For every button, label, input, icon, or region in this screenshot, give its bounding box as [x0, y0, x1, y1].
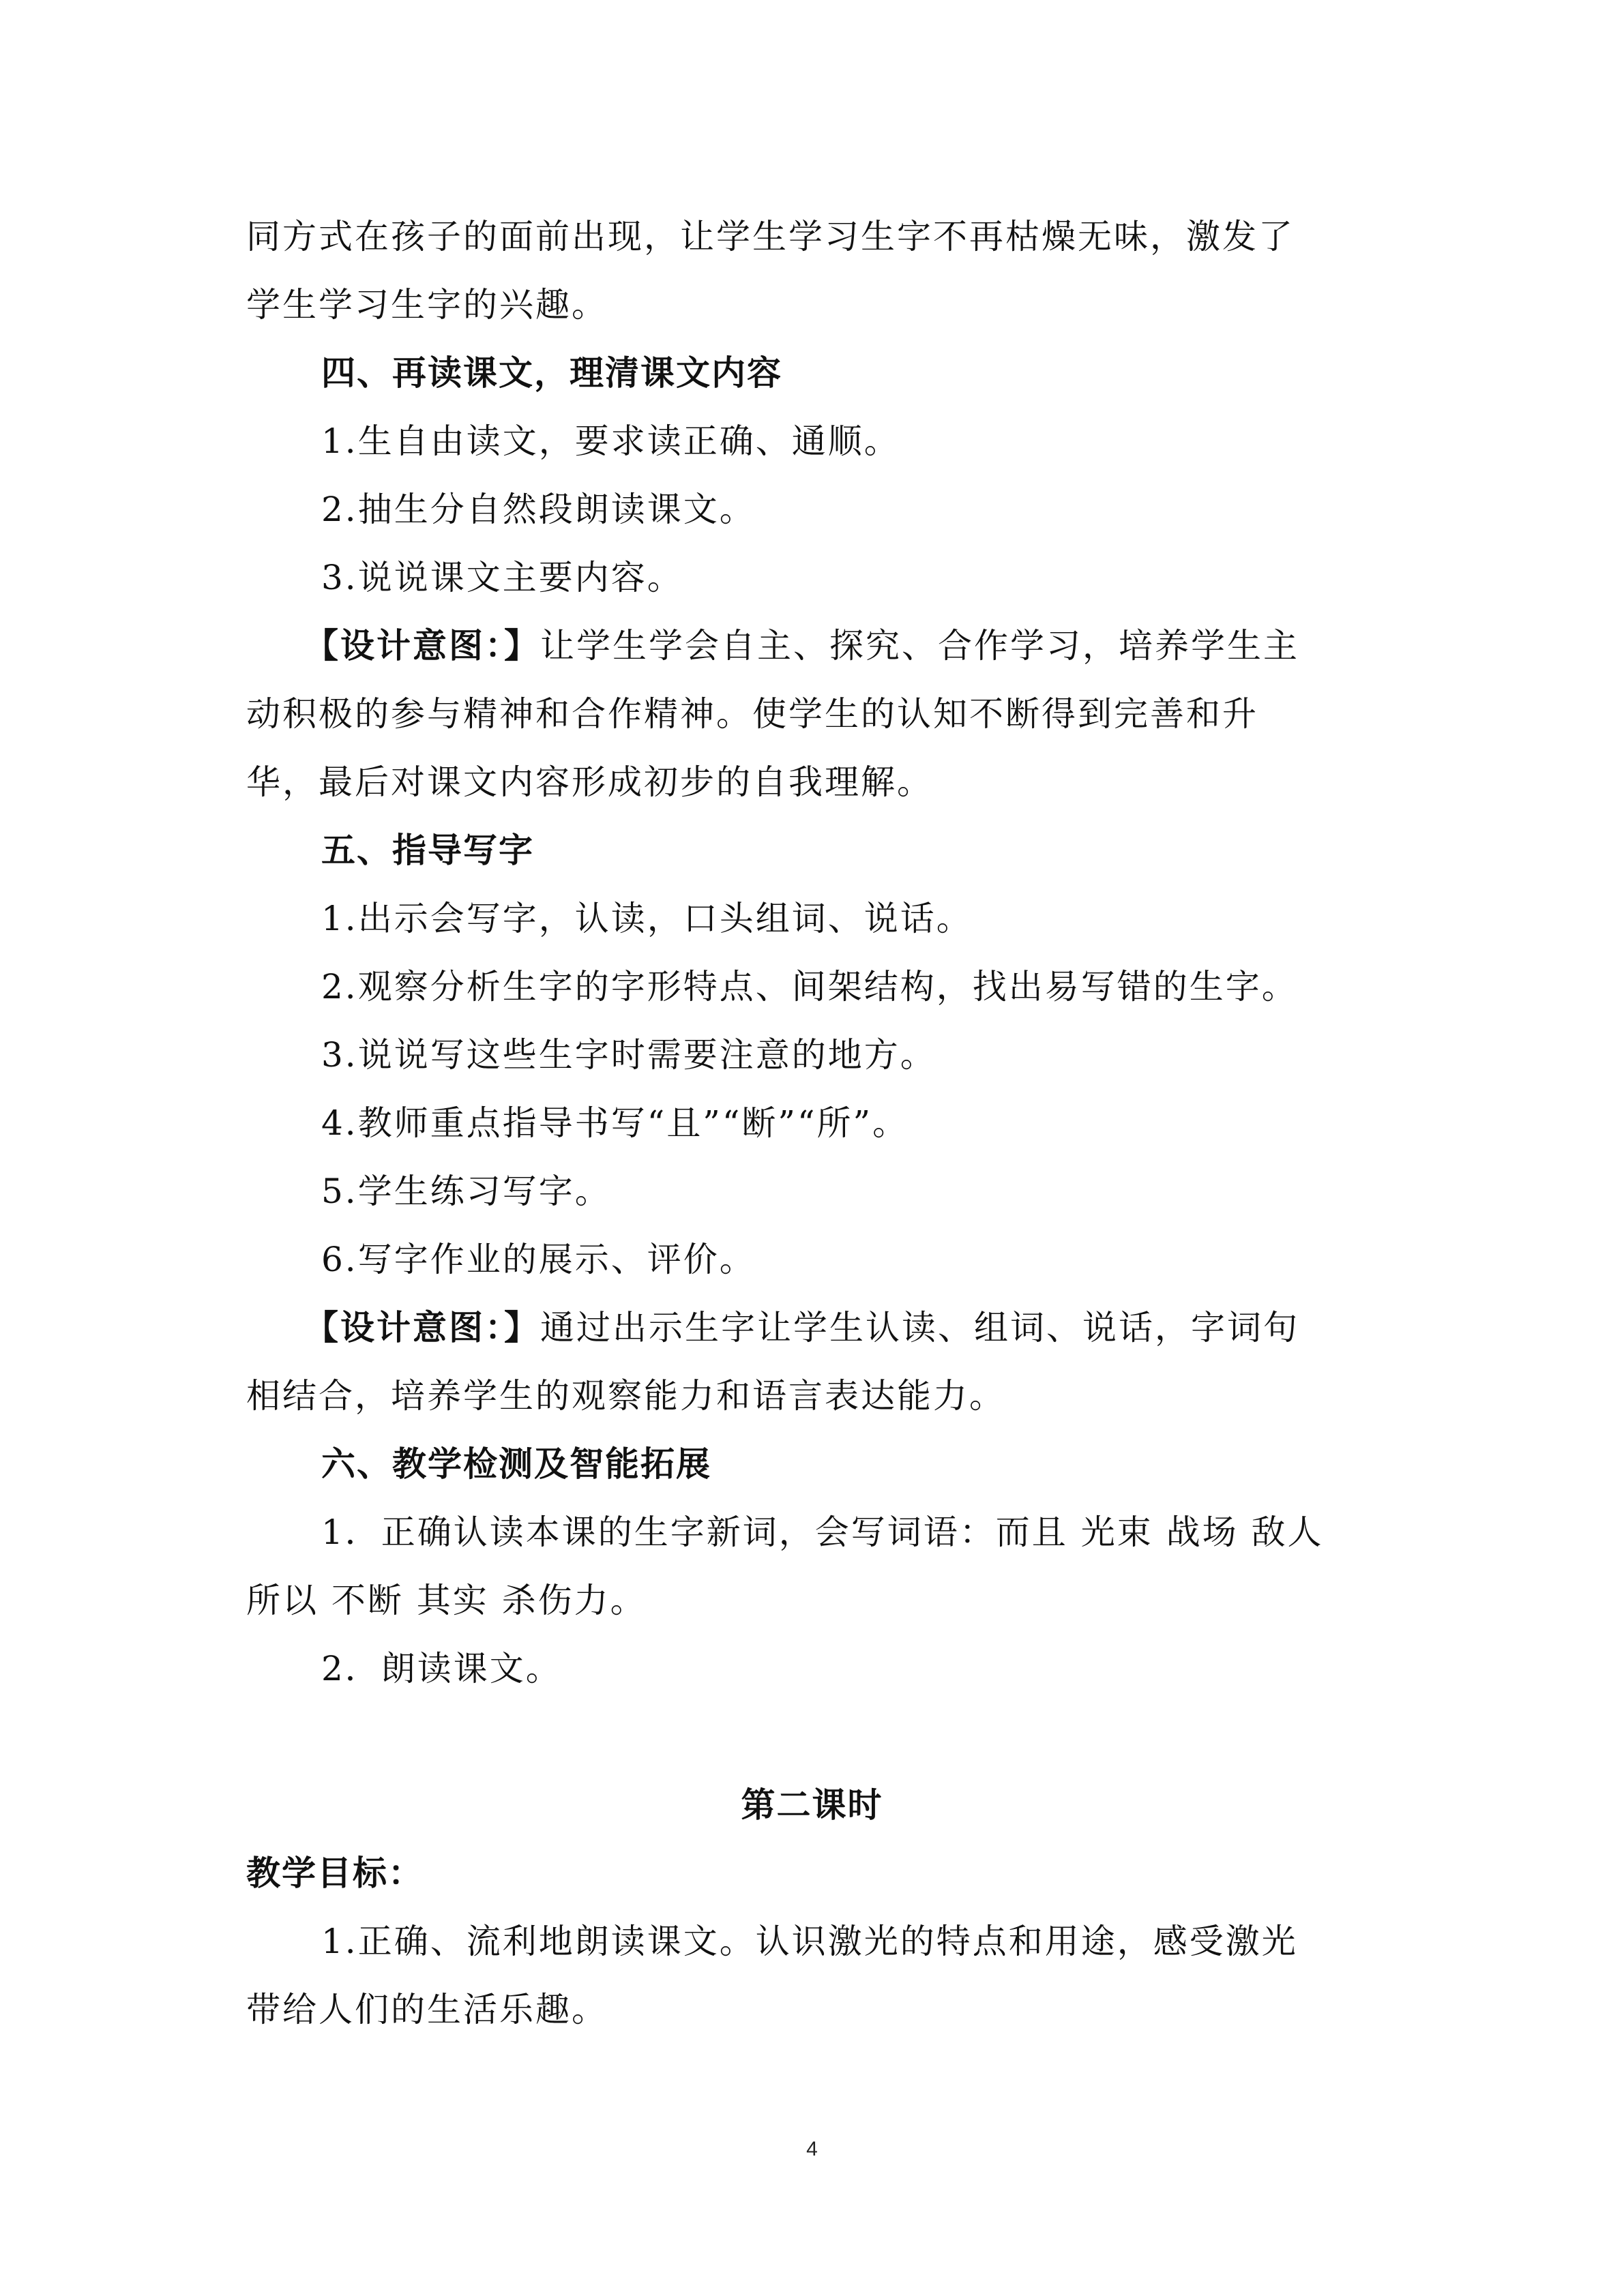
section-heading-5: 五、指导写字: [321, 831, 534, 870]
lesson-title: 第二课时: [741, 1785, 883, 1825]
list-item: 3.说说课文主要内容。: [321, 558, 683, 597]
paragraph-line: 相结合，培养学生的观察能力和语言表达能力。: [246, 1376, 1005, 1416]
section-heading-6: 六、教学检测及智能拓展: [321, 1444, 711, 1484]
paragraph-line: 学生学习生字的兴趣。: [246, 285, 608, 325]
list-item: 2.观察分析生字的字形特点、间架结构，找出易写错的生字。: [321, 967, 1298, 1007]
design-intent-text: 让学生学会自主、探究、合作学习，培养学生主: [540, 626, 1299, 666]
paragraph-line: 动积极的参与精神和合作精神。使学生的认知不断得到完善和升: [246, 694, 1258, 734]
list-item: 3.说说写这些生字时需要注意的地方。: [321, 1035, 936, 1075]
list-item: 6.写字作业的展示、评价。: [321, 1240, 756, 1279]
design-intent-label: 【设计意图：】: [304, 1308, 540, 1347]
list-item: 2.抽生分自然段朗读课文。: [321, 490, 756, 529]
list-item: 4.教师重点指导书写“且”“断”“所”。: [321, 1103, 909, 1143]
objectives-heading: 教学目标：: [246, 1853, 424, 1893]
design-intent-label: 【设计意图：】: [304, 626, 540, 666]
design-intent-text: 通过出示生字让学生认读、组词、说话，字词句: [540, 1308, 1299, 1347]
paragraph-line: 华，最后对课文内容形成初步的自我理解。: [246, 762, 933, 802]
list-item: 1.出示会写字，认读，口头组词、说话。: [321, 899, 973, 938]
paragraph-line: 带给人们的生活乐趣。: [246, 1990, 608, 2029]
list-item: 1.生自由读文，要求读正确、通顺。: [321, 421, 900, 461]
design-intent-line: [304, 1300, 1299, 1355]
section-heading-4: 四、再读课文，理清课文内容: [321, 353, 782, 393]
list-item: 1．正确认读本课的生字新词，会写词语：而且 光束 战场 敌人: [321, 1512, 1324, 1552]
list-item: 1.正确、流利地朗读课文。认识激光的特点和用途，感受激光: [321, 1922, 1298, 1961]
paragraph-line: 所以 不断 其实 杀伤力。: [246, 1581, 647, 1620]
page-number: 4: [806, 2138, 818, 2160]
list-item: 5.学生练习写字。: [321, 1172, 611, 1211]
paragraph-line: 同方式在孩子的面前出现，让学生学习生字不再枯燥无味，激发了: [246, 217, 1295, 256]
list-item: 2．朗读课文。: [321, 1649, 562, 1688]
design-intent-line: [304, 618, 1299, 673]
